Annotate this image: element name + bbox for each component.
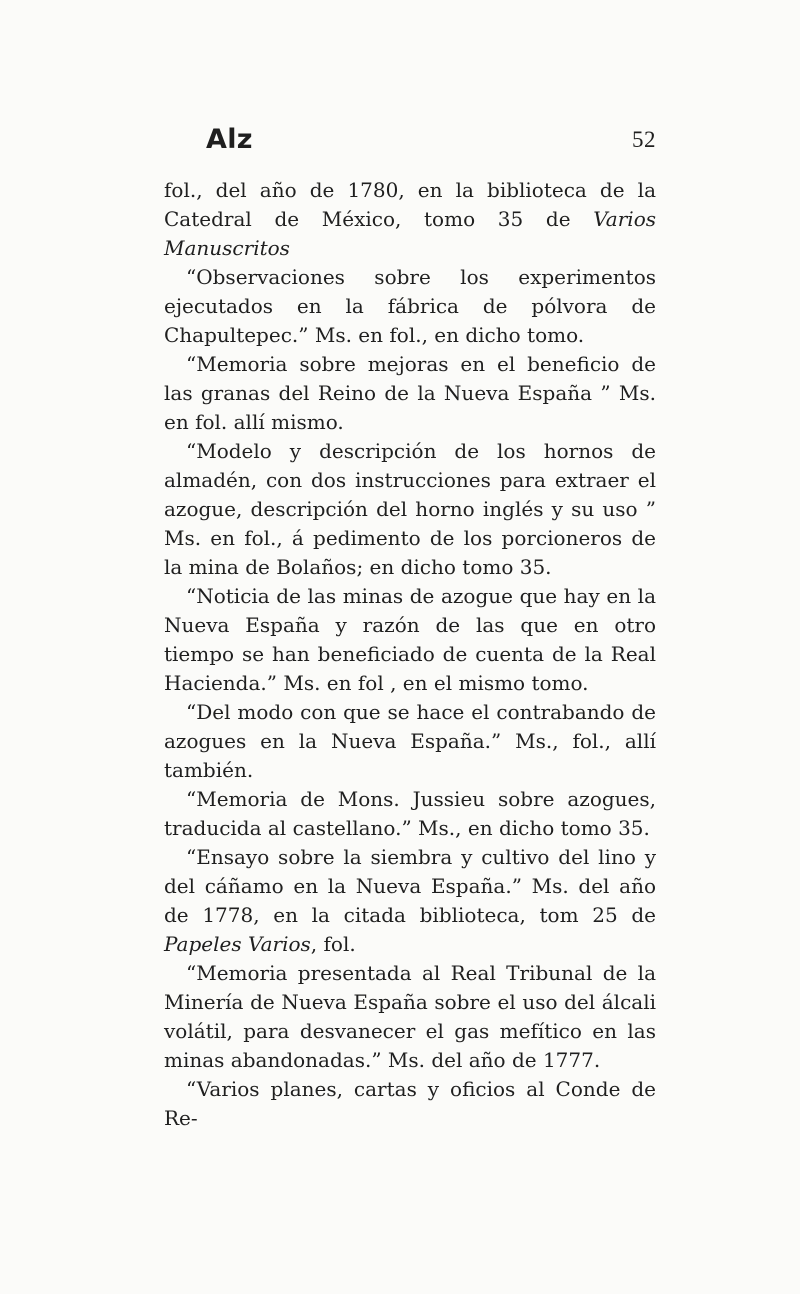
paragraph-3-text: “Memoria sobre mejoras en el beneficio de las granas del Reino de la Nueva España ” Ms. en fol. allí mismo. <box>164 352 656 434</box>
paragraph-5-text: “Noticia de las minas de azogue que hay en la Nueva España y razón de las que en otro tiempo se han beneficiado de cuenta de la Real Hacienda.” Ms. en fol , en el mismo tomo. <box>164 584 656 695</box>
paragraph-8-italic: Papeles Varios <box>164 932 311 956</box>
paragraph-1-text: fol., del año de 1780, en la biblioteca de la Catedral de México, tomo 35 de <box>164 178 656 231</box>
paragraph-4-text: “Modelo y descripción de los hornos de almadén, con dos instrucciones para extraer el azogue, descripción del horno inglés y su uso ” Ms. en fol., á pedimento de los porcioneros de la mina de Bolaños; en dicho tomo 35. <box>164 439 656 579</box>
paragraph-6-text: “Del modo con que se hace el contrabando de azogues en la Nueva España.” Ms., fol., allí también. <box>164 700 656 782</box>
paragraph-9 <box>164 959 656 1075</box>
paragraph-3 <box>164 350 656 437</box>
paragraph-2-text: “Observaciones sobre los experimentos ejecutados en la fábrica de pólvora de Chapultepec.” Ms. en fol., en dicho tomo. <box>164 265 656 347</box>
paragraph-8-after: , fol. <box>310 932 356 956</box>
page-body <box>164 176 656 1133</box>
paragraph-9-text: “Memoria presentada al Real Tribunal de la Minería de Nueva España sobre el uso del álcali volátil, para desvanecer el gas mefítico en las minas abandonadas.” Ms. del año de 1777. <box>164 961 656 1072</box>
paragraph-6 <box>164 698 656 785</box>
page-header <box>164 124 656 164</box>
paragraph-7 <box>164 785 656 843</box>
running-head-title: Alz <box>206 124 253 155</box>
paragraph-8 <box>164 843 656 959</box>
paragraph-8-text: “Ensayo sobre la siembra y cultivo del lino y del cáñamo en la Nueva España.” Ms. del año de 1778, en la citada biblioteca, tom 25 de <box>164 845 656 927</box>
paragraph-10-text: “Varios planes, cartas y oficios al Conde de Re- <box>164 1077 656 1130</box>
paragraph-4 <box>164 437 656 582</box>
paragraph-2 <box>164 263 656 350</box>
paragraph-5 <box>164 582 656 698</box>
page-number: 52 <box>632 127 656 152</box>
paragraph-7-text: “Memoria de Mons. Jussieu sobre azogues, traducida al castellano.” Ms., en dicho tomo 35. <box>164 787 656 840</box>
paragraph-1 <box>164 176 656 263</box>
paragraph-1-italic: Varios Manuscritos <box>164 207 656 260</box>
paragraph-10 <box>164 1075 656 1133</box>
